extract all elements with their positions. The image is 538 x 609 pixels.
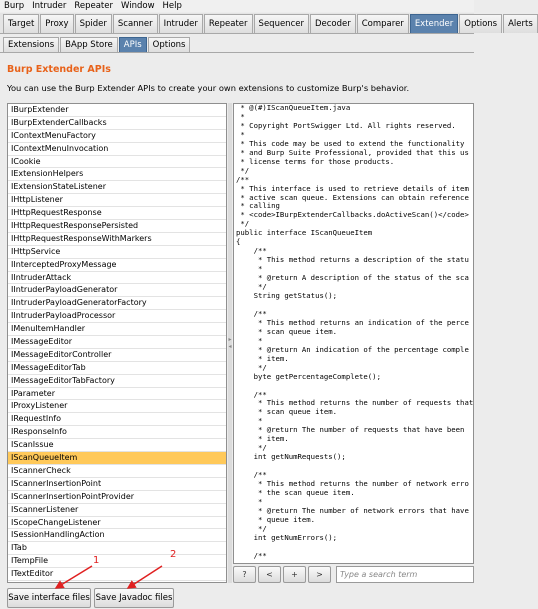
list-item[interactable]: ITextEditor [8, 568, 226, 581]
list-item[interactable]: IContextMenuInvocation [8, 143, 226, 156]
tab-spider[interactable]: Spider [75, 14, 112, 33]
main-tab-bar [0, 13, 533, 34]
tab-decoder[interactable]: Decoder [310, 14, 356, 33]
list-item[interactable]: IScanQueueItem [8, 452, 226, 465]
tab-extender[interactable]: Extender [410, 14, 458, 33]
list-item[interactable]: IMessageEditorTab [8, 362, 226, 375]
annotation-number-1: 1 [93, 555, 100, 566]
list-item[interactable]: IBurpExtender [8, 104, 226, 117]
add-button[interactable]: + [283, 566, 306, 583]
tab-sequencer[interactable]: Sequencer [254, 14, 309, 33]
list-item[interactable]: IProxyListener [8, 400, 226, 413]
divider-grip-icon[interactable]: ▸ ◂ [228, 336, 232, 350]
tab-target[interactable]: Target [3, 14, 39, 33]
tab-proxy[interactable]: Proxy [40, 14, 73, 33]
subtab-options[interactable]: Options [148, 37, 191, 52]
tab-repeater[interactable]: Repeater [204, 14, 253, 33]
tab-comparer[interactable]: Comparer [357, 14, 409, 33]
menu-help[interactable]: Help [162, 1, 182, 11]
list-item[interactable]: IMessageEditorTabFactory [8, 375, 226, 388]
list-item[interactable]: IMenuItemHandler [8, 323, 226, 336]
code-text: * @(#)IScanQueueItem.java * * Copyright PortSwigger Ltd. All rights reserved. * * This code may be used to extend the functionality * and Burp Suite Professional, provided that this us * license terms for those products. */ /** * This interface is used to retrieve details of item * active scan queue. Extensions can obtain reference * calling * <code>IBurpExtenderCallbacks.doActiveScan()</code> */ public interface IScanQueueItem { /** * This method returns a description of the statu * * @return A description of the status of the sca */ String getStatus(); /** * This method returns an indication of the perce * scan queue item. * * @return An indication of the percentage comple * item. */ byte getPercentageComplete(); /** * This method returns the number of requests that * scan queue item. * * @return The number of requests that have been * item. */ int getNumRequests(); /** * This method returns the number of network erro * the scan queue item. * * @return The number of network errors that have * queue item. */ int getNumErrors(); /** [236, 103, 474, 560]
tab-scanner[interactable]: Scanner [113, 14, 158, 33]
list-item[interactable]: IIntruderPayloadGenerator [8, 284, 226, 297]
menu-repeater[interactable]: Repeater [74, 1, 113, 11]
next-match-button[interactable]: > [308, 566, 331, 583]
list-item[interactable]: IHttpRequestResponse [8, 207, 226, 220]
menu-bar [0, 0, 474, 12]
subtab-extensions[interactable]: Extensions [3, 37, 59, 52]
search-input[interactable]: Type a search term [336, 566, 474, 583]
split-divider[interactable] [228, 103, 232, 583]
sub-tab-bar [0, 36, 474, 53]
list-item[interactable]: IScanIssue [8, 439, 226, 452]
previous-match-button[interactable]: < [258, 566, 281, 583]
section-title: Burp Extender APIs [7, 64, 111, 75]
list-item[interactable]: IBurpExtenderCallbacks [8, 117, 226, 130]
list-item[interactable]: IExtensionHelpers [8, 168, 226, 181]
list-item[interactable]: ITab [8, 542, 226, 555]
list-item[interactable]: IResponseInfo [8, 426, 226, 439]
list-item[interactable]: IScannerCheck [8, 465, 226, 478]
list-item[interactable]: IRequestInfo [8, 413, 226, 426]
search-bar [233, 565, 474, 584]
tab-alerts[interactable]: Alerts [503, 14, 538, 33]
list-item[interactable]: IScannerInsertionPointProvider [8, 491, 226, 504]
subtab-bapp-store[interactable]: BApp Store [60, 37, 118, 52]
list-item[interactable]: IScannerListener [8, 504, 226, 517]
list-item[interactable]: IMessageEditor [8, 336, 226, 349]
list-item[interactable]: IExtensionStateListener [8, 181, 226, 194]
subtab-apis[interactable]: APIs [119, 37, 147, 52]
list-item[interactable]: IContextMenuFactory [8, 130, 226, 143]
tab-options[interactable]: Options [459, 14, 502, 33]
list-item[interactable]: IScopeChangeListener [8, 517, 226, 530]
list-item[interactable]: IInterceptedProxyMessage [8, 259, 226, 272]
api-list[interactable] [7, 103, 227, 583]
list-item[interactable]: ITempFile [8, 555, 226, 568]
tab-intruder[interactable]: Intruder [159, 14, 203, 33]
list-item[interactable]: IParameter [8, 388, 226, 401]
annotation-number-2: 2 [170, 549, 177, 560]
save-javadoc-files-button[interactable]: Save Javadoc files [94, 588, 174, 608]
menu-window[interactable]: Window [121, 1, 155, 11]
list-item[interactable]: IHttpRequestResponseWithMarkers [8, 233, 226, 246]
menu-burp[interactable]: Burp [4, 1, 25, 11]
save-interface-files-button[interactable]: Save interface files [7, 588, 91, 608]
list-item[interactable]: IHttpListener [8, 194, 226, 207]
list-item[interactable]: IIntruderPayloadGeneratorFactory [8, 297, 226, 310]
list-item[interactable]: ISessionHandlingAction [8, 529, 226, 542]
description-text: You can use the Burp Extender APIs to create your own extensions to customize Burp's behavior. [7, 83, 410, 93]
list-item[interactable]: IIntruderAttack [8, 272, 226, 285]
code-viewer[interactable] [233, 103, 474, 564]
list-item[interactable]: IIntruderPayloadProcessor [8, 310, 226, 323]
list-item[interactable]: IHttpRequestResponsePersisted [8, 220, 226, 233]
list-item[interactable]: IMessageEditorController [8, 349, 226, 362]
list-item[interactable]: ICookie [8, 156, 226, 169]
help-button[interactable]: ? [233, 566, 256, 583]
menu-intruder[interactable]: Intruder [32, 1, 67, 11]
list-item[interactable]: IScannerInsertionPoint [8, 478, 226, 491]
list-item[interactable]: IHttpService [8, 246, 226, 259]
